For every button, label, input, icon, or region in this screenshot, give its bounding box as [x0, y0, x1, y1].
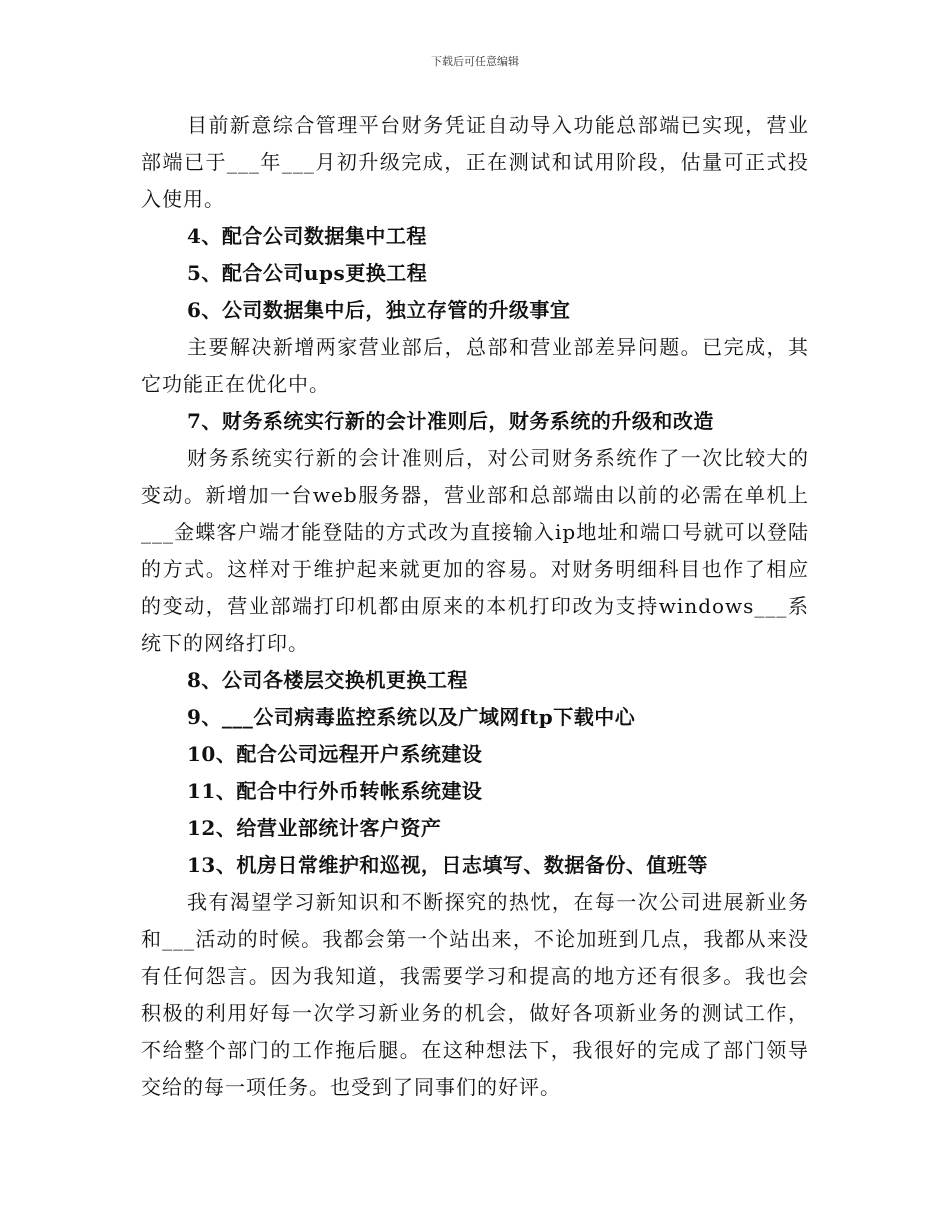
page-header: 下载后可任意编辑	[431, 55, 519, 68]
heading-item-8: 8、公司各楼层交换机更换工程	[187, 668, 468, 692]
paragraph-item-7-detail: 财务系统实行新的会计准则后，对公司财务系统作了一次比较大的变动。新增加一台web服务器，营业部和总部端由以前的必需在单机上___金蝶客户端才能登陆的方式改为直接输入ip地址和端口号就可以登陆的方式。这样对于维护起来就更加的容易。对财务明细科目也作了相应的变动，营业部端打印机都由原来的本机打印改为支持windows___系统下的网络打印。	[141, 446, 809, 655]
heading-item-13: 13、机房日常维护和巡视，日志填写、数据备份、值班等	[187, 853, 708, 877]
heading-item-11: 11、配合中行外币转帐系统建设	[187, 779, 483, 803]
paragraph-closing: 我有渴望学习新知识和不断探究的热忱，在每一次公司进展新业务和___活动的时候。我都会第一个站出来，不论加班到几点，我都从来没有任何怨言。因为我知道，我需要学习和提高的地方还有很多。我也会积极的利用好每一次学习新业务的机会，做好各项新业务的测试工作，不给整个部门的工作拖后腿。在这种想法下，我很好的完成了部门领导交给的每一项任务。也受到了同事们的好评。	[141, 890, 809, 1099]
heading-item-12: 12、给营业部统计客户资产	[187, 816, 442, 840]
heading-item-6: 6、公司数据集中后，独立存管的升级事宜	[187, 298, 571, 322]
heading-item-7: 7、财务系统实行新的会计准则后，财务系统的升级和改造	[187, 409, 714, 433]
heading-item-4: 4、配合公司数据集中工程	[187, 224, 427, 248]
heading-item-5: 5、配合公司ups更换工程	[187, 261, 428, 285]
paragraph-platform-import: 目前新意综合管理平台财务凭证自动导入功能总部端已实现，营业部端已于___年___月初升级完成，正在测试和试用阶段，估量可正式投入使用。	[141, 113, 809, 211]
heading-item-9: 9、___公司病毒监控系统以及广域网ftp下载中心	[187, 705, 636, 729]
heading-item-10: 10、配合公司远程开户系统建设	[187, 742, 483, 766]
paragraph-item-6-detail: 主要解决新增两家营业部后，总部和营业部差异问题。已完成，其它功能正在优化中。	[141, 335, 809, 396]
document-body	[141, 107, 809, 1106]
